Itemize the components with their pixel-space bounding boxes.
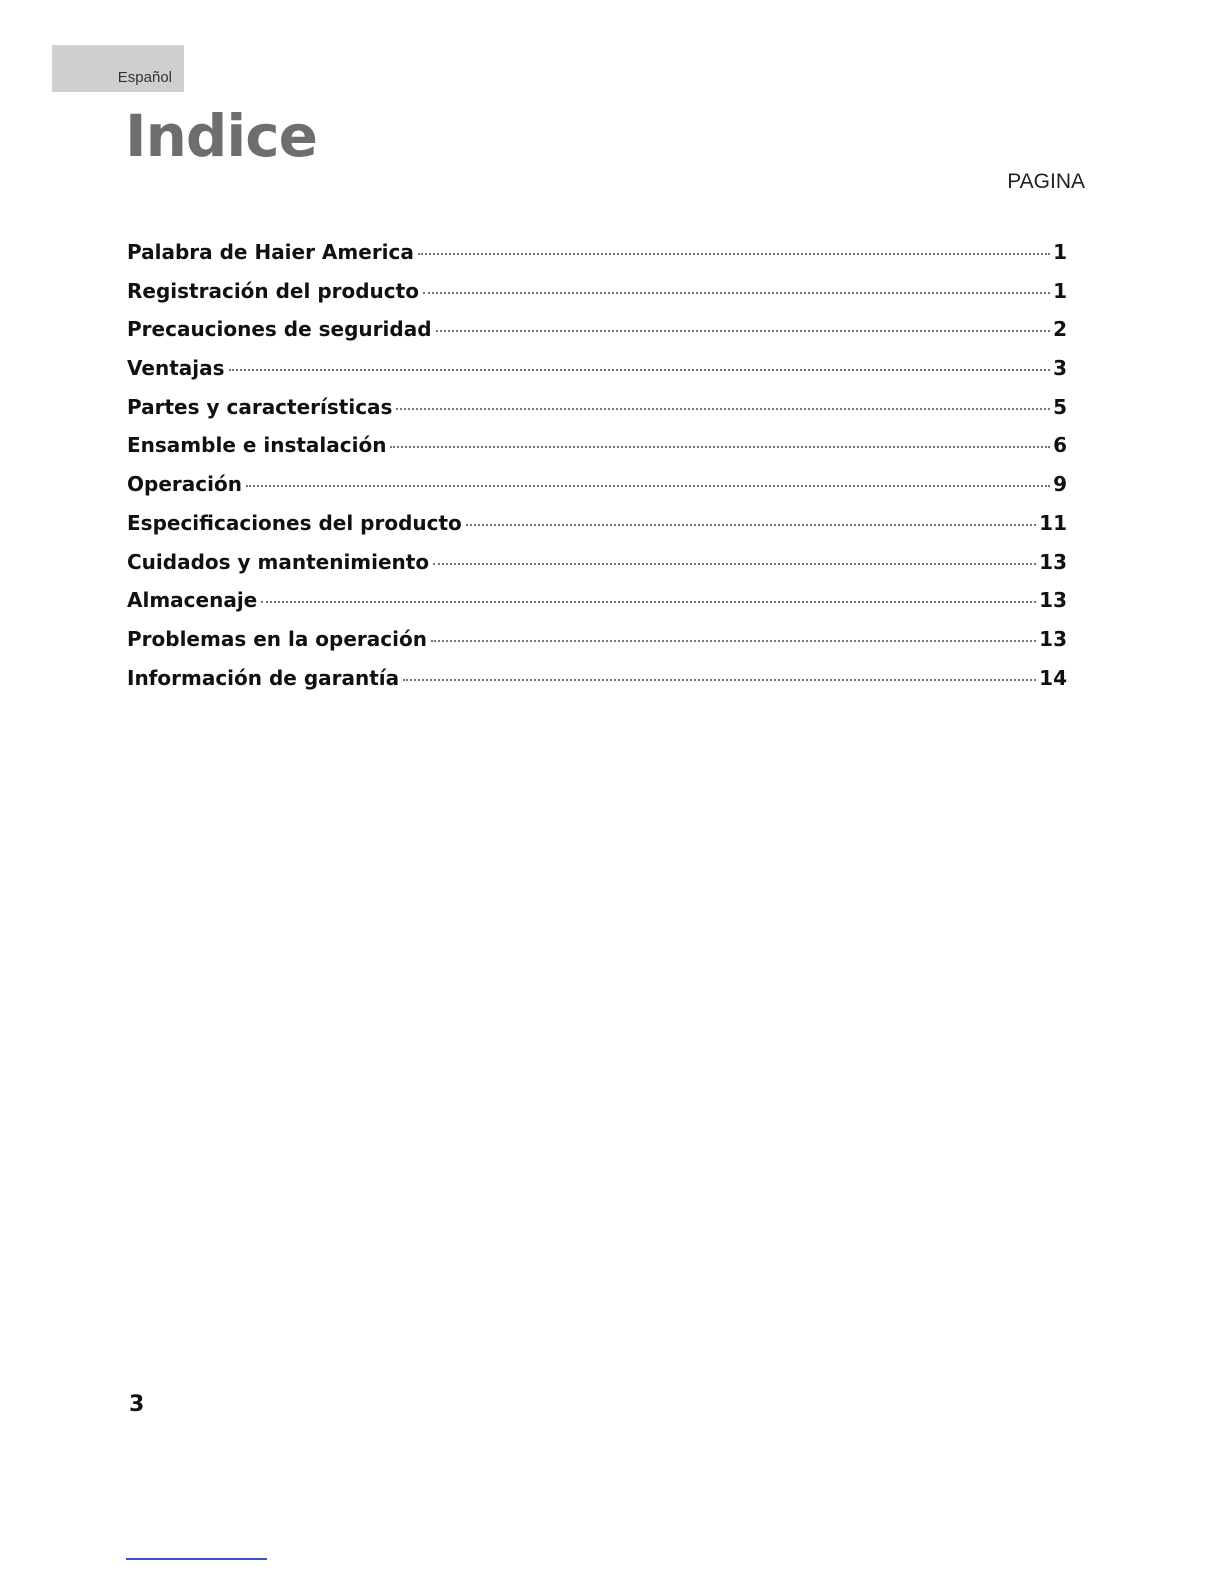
page-number: 3 — [129, 1392, 145, 1417]
language-tab — [52, 45, 184, 92]
toc-entry[interactable] — [127, 472, 1067, 511]
toc-entry-page: 1 — [1053, 240, 1067, 264]
toc-entry[interactable] — [127, 588, 1067, 627]
toc-entry-label: Precauciones de seguridad — [127, 317, 432, 342]
page-title: Indice — [125, 102, 317, 170]
toc-dot-leader — [436, 330, 1051, 332]
toc-entry-label: Problemas en la operación — [127, 626, 427, 651]
toc-dot-leader — [261, 601, 1036, 603]
toc-entry-label: Operación — [127, 472, 242, 497]
toc-entry-page: 14 — [1039, 665, 1067, 690]
toc-entry-page: 13 — [1039, 549, 1067, 574]
toc-dot-leader — [418, 253, 1050, 255]
toc-entry-label: Almacenaje — [127, 588, 258, 613]
toc-dot-leader — [396, 408, 1050, 410]
footer-rule — [126, 1558, 267, 1560]
toc-entry-label: Ensamble e instalación — [127, 433, 387, 458]
toc-entry-page: 3 — [1053, 356, 1067, 381]
toc-entry[interactable] — [127, 511, 1067, 550]
toc-entry[interactable] — [127, 240, 1067, 279]
toc-dot-leader — [229, 369, 1051, 371]
toc-entry-label: Palabra de Haier America — [127, 240, 414, 264]
toc-entry-page: 1 — [1053, 278, 1067, 303]
toc-dot-leader — [431, 640, 1036, 642]
toc-entry-page: 2 — [1053, 317, 1067, 342]
toc-entry-page: 13 — [1039, 626, 1067, 651]
toc-entry[interactable] — [127, 666, 1067, 705]
toc-dot-leader — [246, 485, 1050, 487]
toc-entry[interactable] — [127, 356, 1067, 395]
toc-dot-leader — [466, 524, 1036, 526]
toc-entry[interactable] — [127, 433, 1067, 472]
toc-entry-page: 6 — [1053, 433, 1067, 458]
page-column-label: PAGINA — [1007, 170, 1085, 193]
toc-entry[interactable] — [127, 395, 1067, 434]
toc-entry-label: Especificaciones del producto — [127, 510, 462, 535]
toc-dot-leader — [423, 292, 1050, 294]
toc-entry-page: 11 — [1039, 510, 1067, 535]
toc-entry[interactable] — [127, 550, 1067, 589]
toc-entry[interactable] — [127, 279, 1067, 318]
toc-dot-leader — [433, 563, 1036, 565]
toc-entry[interactable] — [127, 627, 1067, 666]
table-of-contents — [127, 240, 1067, 704]
toc-dot-leader — [390, 446, 1050, 448]
toc-dot-leader — [403, 679, 1036, 681]
toc-entry-label: Partes y características — [127, 394, 393, 419]
toc-entry-page: 9 — [1053, 472, 1067, 497]
toc-entry-page: 5 — [1053, 394, 1067, 419]
language-tab-label: Español — [117, 69, 172, 86]
toc-entry-label: Ventajas — [127, 356, 225, 381]
toc-entry-page: 13 — [1039, 588, 1067, 613]
toc-entry-label: Registración del producto — [127, 278, 419, 303]
toc-entry-label: Información de garantía — [127, 665, 400, 690]
toc-entry-label: Cuidados y mantenimiento — [127, 549, 430, 574]
toc-entry[interactable] — [127, 317, 1067, 356]
